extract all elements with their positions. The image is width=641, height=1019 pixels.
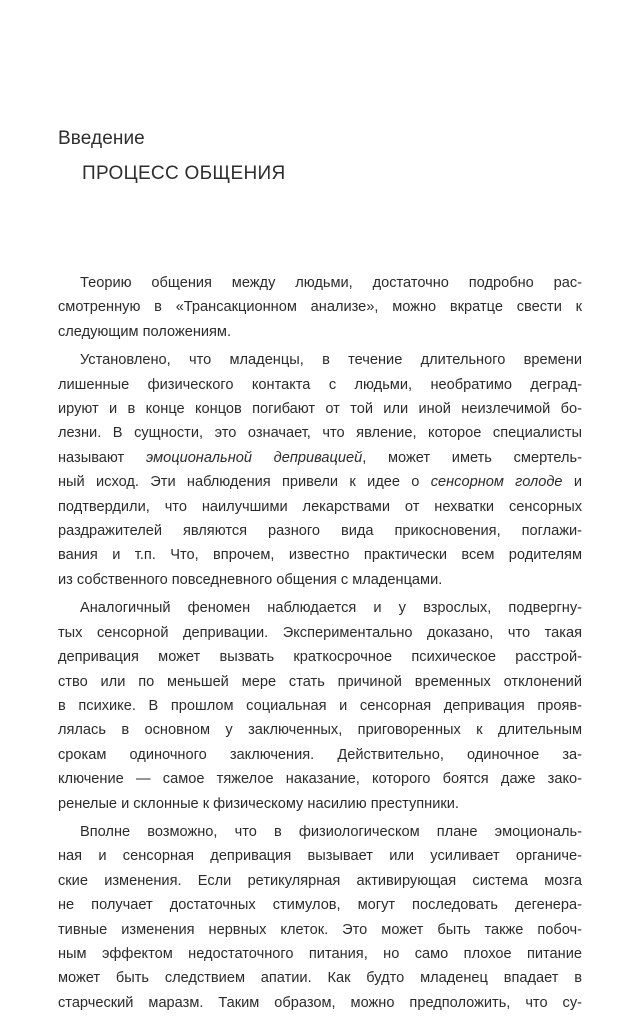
text-line: Вполне возможно, что в физиологическом плане эмоциональ-: [80, 823, 582, 840]
text-line: не получает достаточных стимулов, могут последовать дегенера-: [58, 897, 582, 914]
text-line: ство или по меньшей мере стать причиной временных отклонений: [58, 673, 582, 690]
text-line: ным эффектом недостаточного питания, но само плохое питание: [58, 945, 582, 962]
italic-term: сенсорном голоде: [430, 474, 563, 491]
text-line: раздражителей являются разного вида прикосновения, поглажи-: [58, 523, 582, 540]
text-line: Теорию общения между людьми, достаточно подробно рас-: [80, 275, 582, 291]
text-line: тивные изменения нервных клеток. Это может быть также побоч-: [58, 921, 582, 938]
paragraph: [58, 820, 582, 1015]
chapter-label: Введение: [58, 128, 145, 149]
text-line: Аналогичный феномен наблюдается и у взрослых, подвергну-: [80, 600, 582, 617]
paragraph: [58, 596, 582, 816]
text-line: называют эмоциональной депривацией, может иметь смертель-: [58, 449, 583, 466]
text-line: ские изменения. Если ретикулярная активирующая система мозга: [58, 872, 582, 889]
text-line: Установлено, что младенцы, в течение длительного времени: [80, 352, 582, 369]
text-line: ключение — самое тяжелое наказание, которого боятся даже зако-: [58, 771, 582, 788]
text-line: лялась в основном у заключенных, приговоренных к длительным: [58, 722, 582, 739]
paragraph: [58, 271, 582, 344]
text-line: депривация может вызвать краткосрочное психическое расстрой-: [58, 649, 582, 666]
text-line: ренелые и склонные к физическому насилию преступники.: [58, 795, 459, 812]
text-line: следующим положениям.: [58, 323, 232, 340]
text-line: подтвердили, что наилучшими лекарствами от нехватки сенсорных: [58, 498, 582, 515]
text-line: ируют и в конце концов погибают от той или иной неизлечимой бо-: [58, 401, 582, 418]
text-line: тых сенсорной депривации. Экспериментально доказано, что такая: [58, 624, 582, 641]
text-line: лишенные физического контакта с людьми, необратимо деград-: [58, 376, 582, 393]
text-line: ный исход. Эти наблюдения привели к идее о сенсорном голоде и: [58, 474, 582, 491]
text-line: лезни. В сущности, это означает, что явление, которое специалисты: [58, 425, 582, 442]
text-line: ная и сенсорная депривация вызывает или усиливает органиче-: [58, 848, 582, 865]
text-line: вания и т.п. Что, впрочем, известно практически всем родителям: [58, 547, 582, 564]
body-text: [58, 271, 582, 1019]
paragraph: [58, 348, 582, 592]
italic-term: эмоциональной депривацией: [145, 449, 363, 466]
text-line: из собственного повседневного общения с младенцами.: [58, 571, 443, 588]
text-line: в психике. В прошлом социальная и сенсорная депривация прояв-: [58, 697, 582, 714]
text-line: срокам одиночного заключения. Действительно, одиночное за-: [58, 746, 582, 763]
text-line: старческий маразм. Таким образом, можно предположить, что су-: [58, 994, 582, 1011]
text-line: смотренную в «Трансакционном анализе», можно вкратце свести к: [58, 299, 582, 316]
chapter-title: ПРОЦЕСС ОБЩЕНИЯ: [82, 163, 286, 184]
text-line: может быть следствием апатии. Как будто младенец впадает в: [58, 970, 582, 987]
